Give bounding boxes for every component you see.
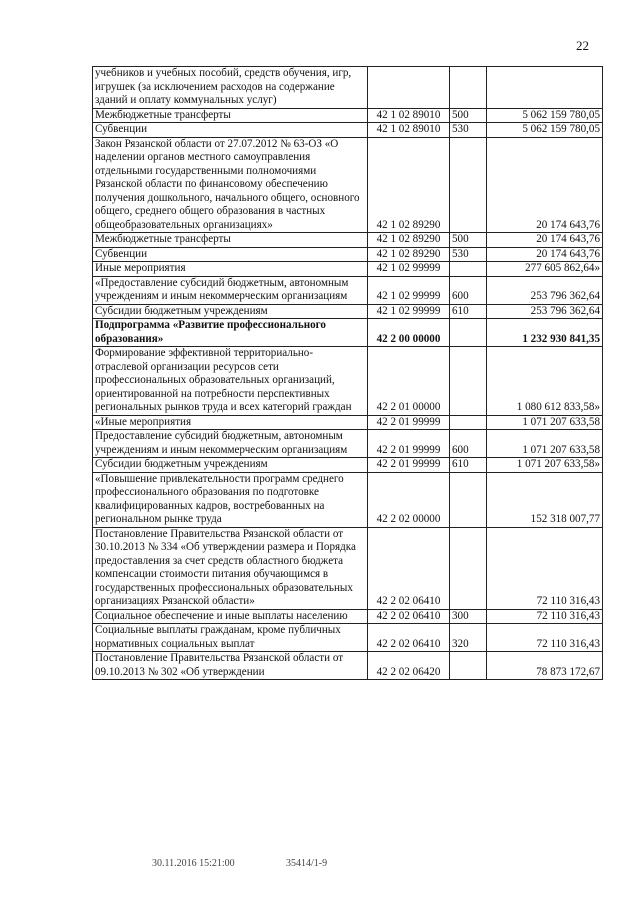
cell-code: 42 1 02 89290: [368, 233, 450, 248]
table-row: [93, 430, 603, 458]
cell-amount: 1 071 207 633,58: [487, 430, 603, 458]
cell-name: Межбюджетные трансферты: [93, 108, 368, 123]
table-row: [93, 347, 603, 416]
cell-expense-type: 610: [450, 304, 487, 319]
budget-table-body: [93, 67, 603, 680]
cell-amount: [487, 67, 603, 109]
cell-expense-type: 610: [450, 458, 487, 473]
cell-expense-type: 530: [450, 123, 487, 138]
cell-name: Субсидии бюджетным учреждениям: [93, 458, 368, 473]
cell-expense-type: 530: [450, 247, 487, 262]
cell-expense-type: [450, 652, 487, 680]
cell-code: 42 1 02 99999: [368, 262, 450, 277]
cell-code: 42 2 01 99999: [368, 415, 450, 430]
cell-name: Постановление Правительства Рязанской области от 09.10.2013 № 302 «Об утверждении: [93, 652, 368, 680]
cell-code: 42 1 02 89290: [368, 137, 450, 233]
cell-code: 42 1 02 89010: [368, 123, 450, 138]
cell-name: учебников и учебных пособий, средств обучения, игр, игрушек (за исключением расходов на содержание зданий и оплату коммунальных услуг): [93, 67, 368, 109]
cell-expense-type: 500: [450, 233, 487, 248]
cell-amount: 1 071 207 633,58: [487, 415, 603, 430]
cell-expense-type: [450, 262, 487, 277]
cell-code: 42 1 02 99999: [368, 304, 450, 319]
table-row: [93, 472, 603, 527]
footer-timestamp: 30.11.2016 15:21:00: [152, 858, 235, 869]
cell-amount: 72 110 316,43: [487, 624, 603, 652]
cell-expense-type: [450, 67, 487, 109]
cell-code: 42 2 00 00000: [368, 319, 450, 347]
cell-amount: 72 110 316,43: [487, 609, 603, 624]
cell-name: Постановление Правительства Рязанской области от 30.10.2013 № 334 «Об утверждении размера и Порядка предоставления за счет средств областного бюджета компенсации стоимости питания обучающимся в государственных профессиональных образовательных организациях Рязанской области»: [93, 527, 368, 609]
cell-name: Закон Рязанской области от 27.07.2012 № 63-ОЗ «О наделении органов местного самоуправления отдельными государственными полномочиями Рязанской области по финансовому обеспечению получения дошкольного, начального общего, основного общего, среднего общего образования в частных общеобразовательных организациях»: [93, 137, 368, 233]
table-row: [93, 415, 603, 430]
footer-document-id: 35414/1-9: [286, 858, 328, 869]
cell-amount: 20 174 643,76: [487, 137, 603, 233]
cell-expense-type: 300: [450, 609, 487, 624]
cell-amount: 1 080 612 833,58»: [487, 347, 603, 416]
cell-code: 42 2 01 99999: [368, 458, 450, 473]
cell-amount: 277 605 862,64»: [487, 262, 603, 277]
cell-expense-type: [450, 137, 487, 233]
table-row: [93, 319, 603, 347]
cell-amount: 72 110 316,43: [487, 527, 603, 609]
table-row: [93, 527, 603, 609]
table-row: [93, 123, 603, 138]
cell-name: Социальное обеспечение и иные выплаты населению: [93, 609, 368, 624]
cell-expense-type: 500: [450, 108, 487, 123]
table-row: [93, 137, 603, 233]
table-row: [93, 304, 603, 319]
cell-amount: 20 174 643,76: [487, 247, 603, 262]
cell-code: 42 2 01 99999: [368, 430, 450, 458]
cell-amount: 253 796 362,64: [487, 304, 603, 319]
table-row: [93, 233, 603, 248]
cell-amount: 152 318 007,77: [487, 472, 603, 527]
budget-table: [92, 66, 603, 680]
table-row: [93, 262, 603, 277]
cell-amount: 5 062 159 780,05: [487, 108, 603, 123]
cell-amount: 1 232 930 841,35: [487, 319, 603, 347]
cell-name: Формирование эффективной территориально-отраслевой организации ресурсов сети профессиональных образовательных организаций, ориентированной на потребности перспективных региональных рынков труда и всех категорий граждан: [93, 347, 368, 416]
cell-name: Подпрограмма «Развитие профессионального образования»: [93, 319, 368, 347]
cell-code: 42 2 02 06410: [368, 624, 450, 652]
cell-name: Субсидии бюджетным учреждениям: [93, 304, 368, 319]
cell-name: Социальные выплаты гражданам, кроме публичных нормативных социальных выплат: [93, 624, 368, 652]
cell-code: 42 2 02 06410: [368, 609, 450, 624]
cell-amount: 253 796 362,64: [487, 276, 603, 304]
cell-amount: 20 174 643,76: [487, 233, 603, 248]
cell-amount: 5 062 159 780,05: [487, 123, 603, 138]
cell-expense-type: 600: [450, 430, 487, 458]
cell-code: 42 2 02 06410: [368, 527, 450, 609]
cell-name: «Повышение привлекательности программ среднего профессионального образования по подготовке квалифицированных кадров, востребованных на региональном рынке труда: [93, 472, 368, 527]
cell-code: 42 2 02 06420: [368, 652, 450, 680]
cell-expense-type: [450, 415, 487, 430]
cell-name: «Иные мероприятия: [93, 415, 368, 430]
cell-code: 42 1 02 89290: [368, 247, 450, 262]
cell-name: Субвенции: [93, 123, 368, 138]
table-row: [93, 458, 603, 473]
page-number: 22: [576, 38, 589, 53]
cell-code: 42 1 02 89010: [368, 108, 450, 123]
cell-expense-type: [450, 319, 487, 347]
table-row: [93, 624, 603, 652]
cell-expense-type: 600: [450, 276, 487, 304]
table-row: [93, 652, 603, 680]
cell-amount: 78 873 172,67: [487, 652, 603, 680]
cell-name: «Предоставление субсидий бюджетным, автономным учреждениям и иным некоммерческим организациям: [93, 276, 368, 304]
cell-expense-type: [450, 527, 487, 609]
table-row: [93, 67, 603, 109]
table-row: [93, 276, 603, 304]
cell-amount: 1 071 207 633,58»: [487, 458, 603, 473]
cell-expense-type: [450, 472, 487, 527]
cell-expense-type: 320: [450, 624, 487, 652]
cell-name: Иные мероприятия: [93, 262, 368, 277]
cell-code: 42 2 02 00000: [368, 472, 450, 527]
cell-name: Межбюджетные трансферты: [93, 233, 368, 248]
cell-code: 42 2 01 00000: [368, 347, 450, 416]
table-row: [93, 108, 603, 123]
cell-name: Субвенции: [93, 247, 368, 262]
table-row: [93, 247, 603, 262]
cell-name: Предоставление субсидий бюджетным, автономным учреждениям и иным некоммерческим организациям: [93, 430, 368, 458]
table-row: [93, 609, 603, 624]
cell-code: 42 1 02 99999: [368, 276, 450, 304]
cell-code: [368, 67, 450, 109]
cell-expense-type: [450, 347, 487, 416]
